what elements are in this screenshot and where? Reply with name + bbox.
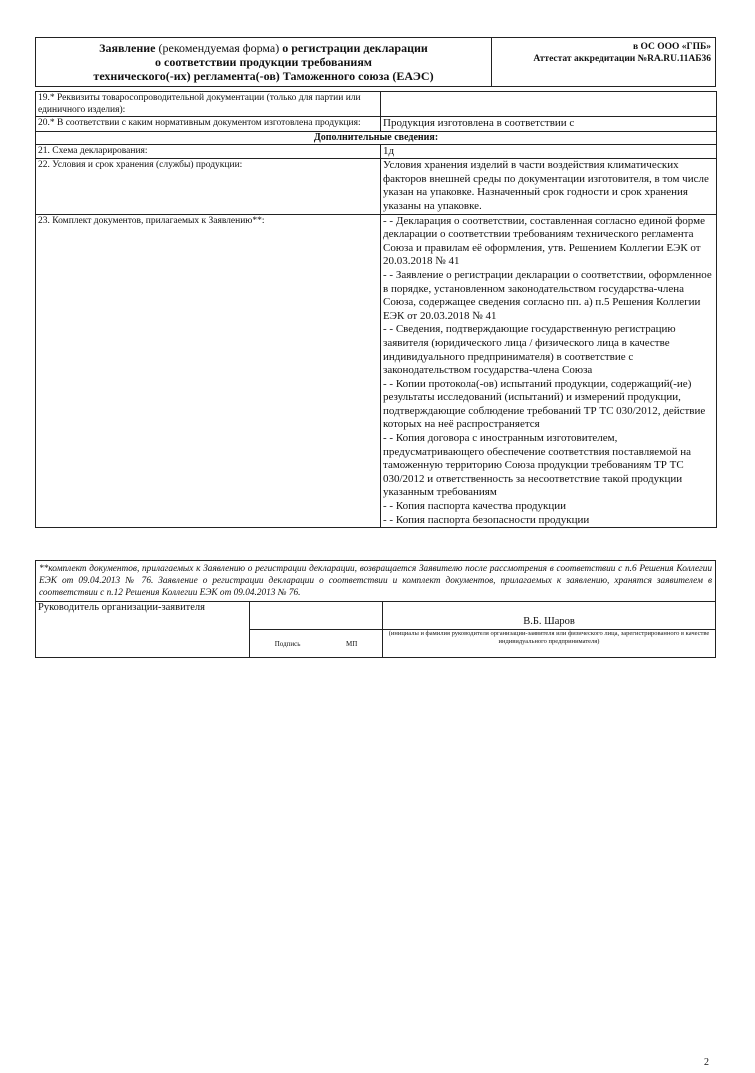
form-title bbox=[36, 38, 492, 86]
row-23-label: 23. Комплект документов, прилагаемых к Заявлению**: bbox=[36, 214, 381, 528]
certification-body bbox=[492, 38, 715, 86]
row-22 bbox=[36, 159, 717, 214]
signer-name: В.Б. Шаров bbox=[383, 602, 716, 630]
sign-label: Подпись bbox=[274, 640, 301, 648]
document-item: - - Сведения, подтверждающие государственную регистрацию заявителя (юридического лица / физического лица в качестве индивидуального предпринимателя) в соответствие с законодательством государства-члена Союза bbox=[383, 323, 676, 377]
section-row bbox=[36, 131, 717, 144]
row-23-documents bbox=[381, 214, 717, 528]
signature-table bbox=[35, 601, 716, 658]
document-item: - - Копия паспорта безопасности продукции bbox=[383, 513, 590, 526]
document-item: - - Копия паспорта качества продукции bbox=[383, 500, 567, 513]
row-22-value: Условия хранения изделий в части воздействия климатических факторов внешней среды по документации изготовителя, в том числе указан на упаковке. Назначенный срок годности и срок хранения указаны на упаковке. bbox=[381, 159, 717, 214]
footnote: **комплект документов, прилагаемых к Заявлению о регистрации декларации, возвращается Заявителю после рассмотрения в соответствии с п.6 Решения Коллегии ЕЭК от 09.04.2013 № 76. Заявление о регистрации декларации о соответствии и комплект документов, прилагаемых к заявлению, хранятся заявителем в соответствии с п.12 Решения Коллегии ЕЭК от 09.04.2013 № 76. bbox=[35, 560, 716, 602]
title-line-1 bbox=[36, 41, 491, 55]
page-number: 2 bbox=[704, 1057, 709, 1068]
declaration-table bbox=[35, 91, 717, 528]
stamp-label: МП bbox=[345, 640, 358, 648]
section-title: Дополнительные сведения: bbox=[36, 131, 717, 144]
signature-row-top bbox=[36, 602, 716, 630]
row-22-label: 22. Условия и срок хранения (службы) продукции: bbox=[36, 159, 381, 214]
accreditation-number: Аттестат аккредитации №RA.RU.11АБ36 bbox=[533, 54, 711, 64]
row-19-label: 19.* Реквизиты товаросопроводительной документации (только для партии или единичного изделия): bbox=[36, 92, 381, 117]
row-19 bbox=[36, 92, 717, 117]
row-21 bbox=[36, 144, 717, 159]
form-header bbox=[35, 37, 716, 87]
signature-field bbox=[250, 602, 383, 630]
title-bold-2: о регистрации декларации bbox=[282, 41, 428, 55]
title-normal: (рекомендуемая форма) bbox=[155, 41, 283, 55]
document-item: - - Копия договора с иностранным изготовителем, предусматривающего обеспечение соответствия поставляемой на таможенную территорию Союза продукции требованиям ТР ТС 030/2012 и ответственность за несоответствие такой продукции указанным требованиям bbox=[383, 432, 691, 499]
document-item: - - Декларация о соответствии, составленная согласно единой форме декларации о соответствии требованиям технического регламента Союза и правилам её оформления, утв. Решением Коллегии ЕЭК от 20.03.2018 № 41 bbox=[383, 214, 705, 268]
row-23 bbox=[36, 214, 717, 528]
org-name: в ОС ООО «ГПБ» bbox=[632, 42, 711, 52]
signature-labels bbox=[250, 630, 383, 658]
title-line-2: о соответствии продукции требованиям bbox=[155, 55, 372, 69]
document-item: - - Копии протокола(-ов) испытаний продукции, содержащий(-ие) результаты исследований (испытаний) и измерений продукции, подтверждающие соблюдение требований ТР ТС 030/2012, действие которых на неё распространяется bbox=[383, 377, 706, 431]
row-20-label: 20.* В соответствии с каким нормативным документом изготовлена продукция: bbox=[36, 117, 381, 132]
title-bold-1: Заявление bbox=[99, 41, 156, 55]
signer-note: (инициалы и фамилия руководителя организации-заявителя или физического лица, зарегистрированного в качестве индивидуального предпринимателя) bbox=[383, 630, 716, 658]
row-21-value: 1д bbox=[381, 144, 717, 159]
row-20 bbox=[36, 117, 717, 132]
title-line-3: технического(-их) регламента(-ов) Таможенного союза (ЕАЭС) bbox=[93, 69, 434, 83]
row-21-label: 21. Схема декларирования: bbox=[36, 144, 381, 159]
row-20-value: Продукция изготовлена в соответствии с bbox=[381, 117, 717, 132]
document-item: - - Заявление о регистрации декларации о соответствии, оформленное в порядке, установленном законодательством государства-члена Союза, содержащее сведения согласно пп. а) п.5 Решения Коллегии ЕЭК от 20.03.2018 № 41 bbox=[383, 268, 712, 322]
row-19-value bbox=[381, 92, 717, 117]
signature-head-label: Руководитель организации-заявителя bbox=[36, 602, 250, 658]
